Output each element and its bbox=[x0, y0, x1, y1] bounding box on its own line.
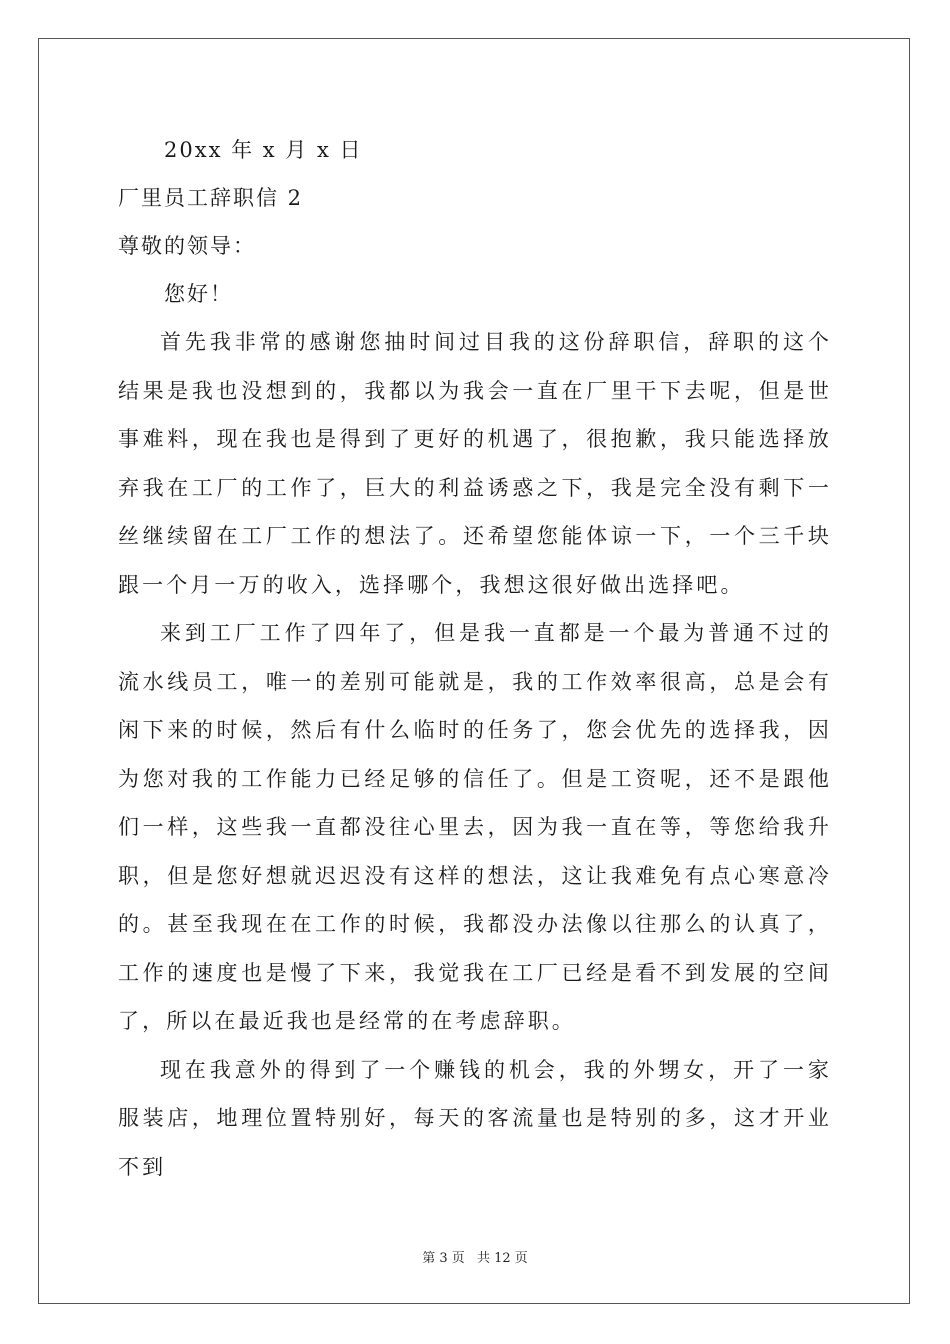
letter-salutation: 尊敬的领导： bbox=[118, 234, 256, 258]
page-footer bbox=[0, 1247, 950, 1266]
letter-paragraph: 首先我非常的感谢您抽时间过目我的这份辞职信，辞职的这个结果是我也没想到的，我都以为我会一直在厂里干下去呢，但是世事难料，现在我也是得到了更好的机遇了，很抱歉，我只能选择放弃我在工厂的工作了，巨大的利益诱惑之下，我是完全没有剩下一丝继续留在工厂工作的想法了。还希望您能体谅一下，一个三千块跟一个月一万的收入，选择哪个，我想这很好做出选择吧。 bbox=[118, 330, 832, 597]
page-number: 第 3 页 bbox=[422, 1251, 465, 1266]
page-total: 共 12 页 bbox=[476, 1251, 528, 1266]
letter-date: 20xx 年 x 月 x 日 bbox=[164, 138, 363, 162]
letter-paragraph: 现在我意外的得到了一个赚钱的机会，我的外甥女，开了一家服装店，地理位置特别好，每天的客流量也是特别的多，这才开业不到 bbox=[118, 1057, 832, 1179]
letter-greeting: 您好！ bbox=[164, 282, 233, 306]
letter-title: 厂里员工辞职信 2 bbox=[118, 186, 304, 210]
letter-body bbox=[118, 126, 832, 1191]
letter-paragraph: 来到工厂工作了四年了，但是我一直都是一个最为普通不过的流水线员工，唯一的差别可能就是，我的工作效率很高，总是会有闲下来的时候，然后有什么临时的任务了，您会优先的选择我，因为您对我的工作能力已经足够的信任了。但是工资呢，还不是跟他们一样，这些我一直都没往心里去，因为我一直在等，等您给我升职，但是您好想就迟迟没有这样的想法，这让我难免有点心寒意冷的。甚至我现在在工作的时候，我都没办法像以往那么的认真了，工作的速度也是慢了下来，我觉我在工厂已经是看不到发展的空间了，所以在最近我也是经常的在考虑辞职。 bbox=[118, 621, 832, 1033]
